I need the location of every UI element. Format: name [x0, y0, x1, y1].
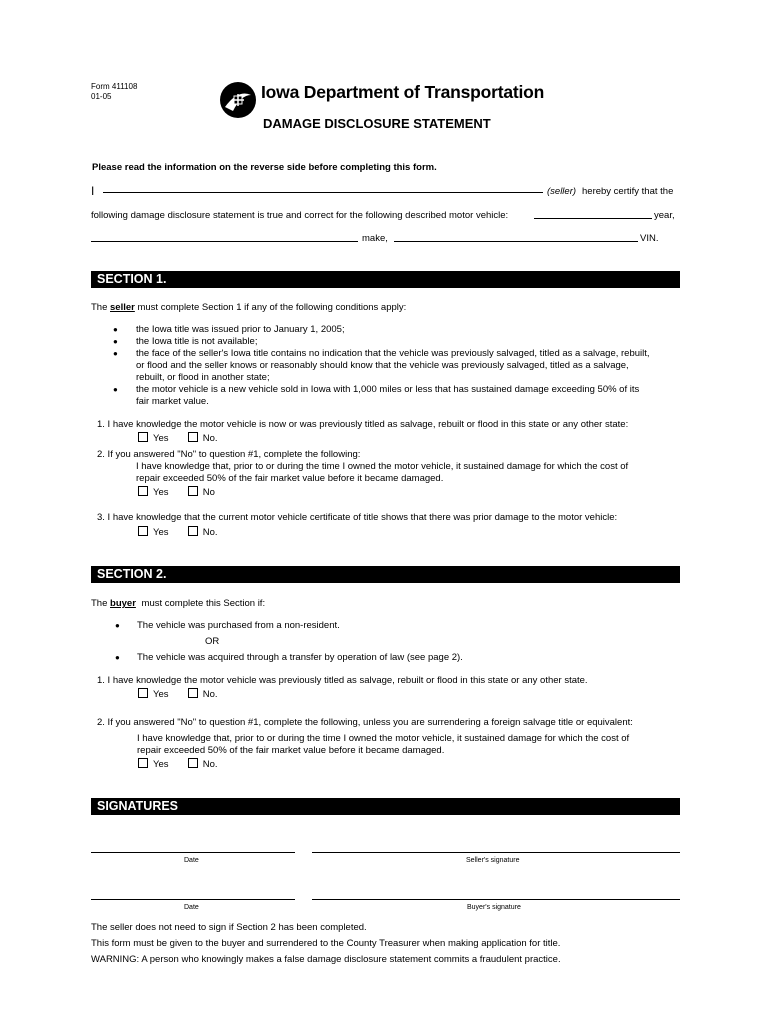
vin-field[interactable] — [394, 241, 638, 242]
buyer-signature-field[interactable] — [312, 899, 680, 900]
buyer-signature-label: Buyer's signature — [467, 904, 521, 911]
s1-q3-yes-label: Yes — [153, 527, 169, 538]
s2-question-2: 2. If you answered "No" to question #1, complete the following, unless you are surrendering a foreign salvage title or equivalent: — [97, 717, 633, 728]
section2-lead-post: must complete this Section if: — [141, 598, 266, 609]
s2-q2-yes-checkbox[interactable] — [138, 758, 148, 768]
seller-name-field[interactable] — [103, 192, 543, 193]
s2-q1-yes-label: Yes — [153, 689, 169, 700]
s2-bullet-2: The vehicle was acquired through a transfer by operation of law (see page 2). — [137, 652, 463, 663]
form-title: DAMAGE DISCLOSURE STATEMENT — [263, 116, 491, 131]
s1-bullet-1: the Iowa title was issued prior to January 1, 2005; — [136, 324, 345, 335]
s1-bullet-4: the motor vehicle is a new vehicle sold in Iowa with 1,000 miles or less that has sustained damage exceeding 50% of its — [136, 384, 640, 395]
s1-q2-yes-checkbox[interactable] — [138, 486, 148, 496]
s1-q2-line-2: repair exceeded 50% of the fair market value before it became damaged. — [136, 473, 444, 484]
i-label: I — [91, 184, 95, 198]
s1-q2-line-1: I have knowledge that, prior to or during the time I owned the motor vehicle, it sustained damage for which the cost of — [136, 461, 629, 472]
bullet-icon: ● — [113, 337, 118, 346]
s1-question-1: 1. I have knowledge the motor vehicle is now or was previously titled as salvage, rebuilt or flood in this state or any other state: — [97, 419, 629, 430]
s2-question-1: 1. I have knowledge the motor vehicle was previously titled as salvage, rebuilt or flood in this state or any other state. — [97, 675, 588, 686]
seller-date-label: Date — [184, 857, 199, 864]
bullet-icon: ● — [113, 349, 118, 358]
form-date: 01-05 — [91, 92, 112, 101]
bullet-icon: ● — [113, 325, 118, 334]
section2-lead — [91, 598, 265, 609]
bullet-icon: ● — [115, 621, 120, 630]
form-number: Form 411108 — [91, 82, 138, 91]
s1-q1-yes-label: Yes — [153, 433, 169, 444]
s1-q2-no-checkbox[interactable] — [188, 486, 198, 496]
section1-lead — [91, 302, 406, 313]
s1-q2-options — [138, 487, 215, 498]
seller-signature-field[interactable] — [312, 852, 680, 853]
make-label: make, — [362, 233, 388, 244]
s2-or-text: OR — [205, 636, 220, 647]
s2-q1-options — [138, 689, 218, 700]
seller-label: (seller) — [547, 186, 577, 197]
s1-q1-yes-checkbox[interactable] — [138, 432, 148, 442]
s2-q1-no-label: No. — [202, 689, 218, 700]
s1-q2-no-label: No — [202, 487, 215, 498]
s1-q1-no-label: No. — [202, 433, 218, 444]
s1-question-2: 2. If you answered "No" to question #1, complete the following: — [97, 449, 361, 460]
s1-bullet-2: the Iowa title is not available; — [136, 336, 258, 347]
s1-bullet-3-cont: or flood and the seller knows or reasonably should know that the vehicle was previously salvaged, titled as a salvage, — [136, 360, 629, 371]
section2-lead-role: buyer — [110, 598, 136, 609]
s2-q1-yes-checkbox[interactable] — [138, 688, 148, 698]
s2-q2-no-checkbox[interactable] — [188, 758, 198, 768]
s1-q3-yes-checkbox[interactable] — [138, 526, 148, 536]
s1-q2-yes-label: Yes — [153, 487, 169, 498]
signatures-heading: SIGNATURES — [91, 798, 680, 815]
warning-text: WARNING: A person who knowingly makes a false damage disclosure statement commits a fraudulent practice. — [91, 954, 561, 965]
form-number-block — [91, 82, 137, 102]
section1-lead-role: seller — [110, 302, 135, 313]
section1-heading: SECTION 1. — [91, 271, 680, 288]
department-name: Iowa Department of Transportation — [261, 82, 545, 102]
section2-lead-pre: The — [91, 598, 108, 609]
section2-heading: SECTION 2. — [91, 566, 680, 583]
make-field[interactable] — [91, 241, 358, 242]
note-surrender: This form must be given to the buyer and surrendered to the County Treasurer when making application for title. — [91, 938, 561, 949]
s1-q1-no-checkbox[interactable] — [188, 432, 198, 442]
bullet-icon: ● — [115, 653, 120, 662]
s2-bullet-1: The vehicle was purchased from a non-resident. — [137, 620, 340, 631]
iowa-dot-logo-icon — [219, 81, 257, 119]
s2-q2-line-2: repair exceeded 50% of the fair market value before it became damaged. — [137, 745, 445, 756]
bullet-icon: ● — [113, 385, 118, 394]
s2-q1-no-checkbox[interactable] — [188, 688, 198, 698]
following-text: following damage disclosure statement is true and correct for the following described motor vehicle: — [91, 210, 509, 221]
s2-q2-options — [138, 759, 218, 770]
s1-bullet-3-cont2: rebuilt, or flood in another state; — [136, 372, 270, 383]
s1-q3-no-label: No. — [202, 527, 218, 538]
seller-signature-label: Seller's signature — [466, 857, 520, 864]
seller-date-field[interactable] — [91, 852, 295, 853]
instruction-text: Please read the information on the reverse side before completing this form. — [92, 162, 437, 173]
year-field[interactable] — [534, 218, 652, 219]
buyer-date-field[interactable] — [91, 899, 295, 900]
s2-q2-line-1: I have knowledge that, prior to or during the time I owned the motor vehicle, it sustained damage for which the cost of — [137, 733, 630, 744]
section1-lead-post: must complete Section 1 if any of the following conditions apply: — [137, 302, 407, 313]
s1-q3-no-checkbox[interactable] — [188, 526, 198, 536]
s1-question-3: 3. I have knowledge that the current motor vehicle certificate of title shows that there was prior damage to the motor vehicle: — [97, 512, 618, 523]
s1-q1-options — [138, 433, 218, 444]
note-seller: The seller does not need to sign if Section 2 has been completed. — [91, 922, 367, 933]
s2-q2-yes-label: Yes — [153, 759, 169, 770]
s2-q2-no-label: No. — [202, 759, 218, 770]
certify-text: hereby certify that the — [582, 186, 674, 197]
s1-bullet-4-cont: fair market value. — [136, 396, 209, 407]
vin-label: VIN. — [640, 233, 659, 244]
year-label: year, — [654, 210, 675, 221]
section1-lead-pre: The — [91, 302, 108, 313]
s1-bullet-3: the face of the seller's Iowa title contains no indication that the vehicle was previously salvaged, titled as a salvage, rebuilt, — [136, 348, 650, 359]
buyer-date-label: Date — [184, 904, 199, 911]
s1-q3-options — [138, 527, 218, 538]
